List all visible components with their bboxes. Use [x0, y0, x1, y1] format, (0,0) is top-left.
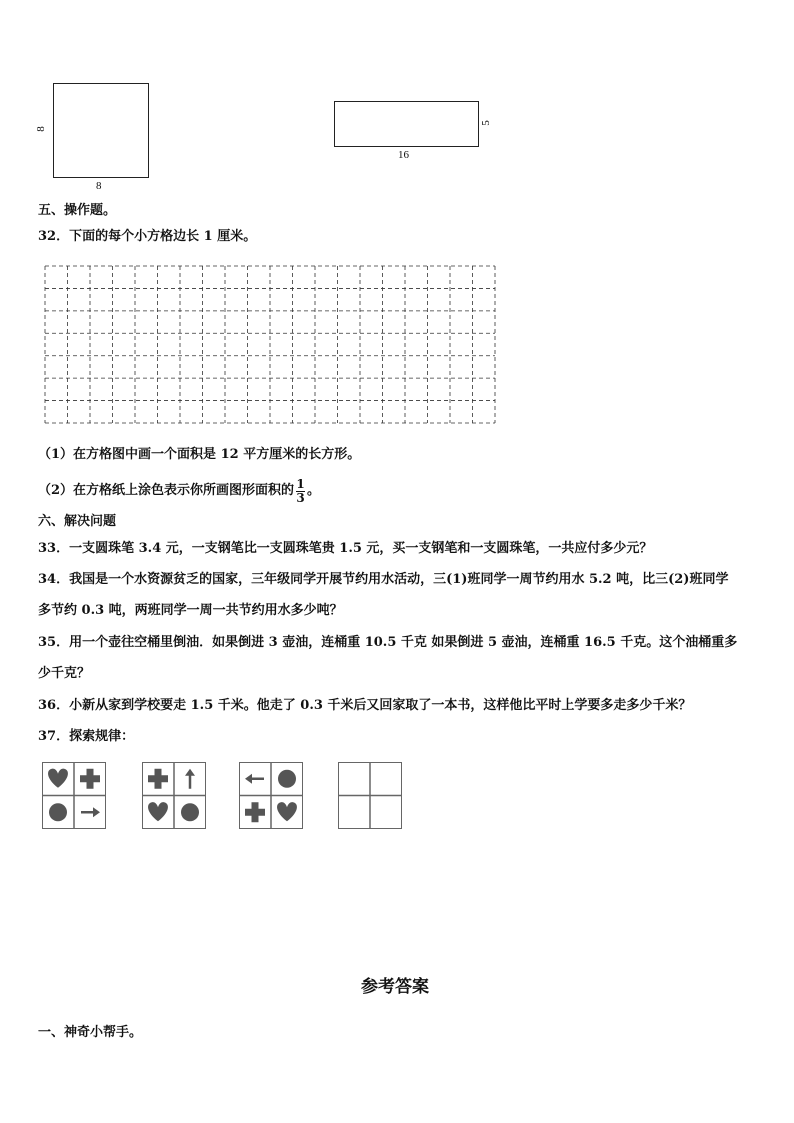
circle-icon: [181, 803, 199, 821]
fraction-denominator: 3: [296, 490, 305, 505]
heart-icon: [277, 802, 297, 821]
plus-icon: [80, 769, 100, 789]
q32-part2-prefix: （2）在方格纸上涂色表示你所画图形面积的: [38, 483, 295, 498]
answers-section1: 一、神奇小帮手。: [38, 1025, 143, 1040]
answers-title: 参考答案: [361, 977, 429, 997]
rectangle-bottom-label: 16: [398, 149, 409, 161]
q34-line2: 多节约 0.3 吨，两班同学一周一共节约用水多少吨？: [38, 603, 343, 618]
arrow-up-icon: [185, 769, 195, 789]
q33-text: 33．一支圆珠笔 3.4 元，一支钢笔比一支圆珠笔贵 1.5 元，买一支钢笔和一支圆珠笔，一共应付多少元？: [38, 541, 653, 556]
square-bottom-label: 8: [96, 180, 102, 192]
q32-text: 32．下面的每个小方格边长 1 厘米。: [38, 229, 257, 244]
plus-icon: [148, 769, 168, 789]
section6-heading: 六、解决问题: [38, 514, 117, 529]
section5-heading: 五、操作题。: [38, 203, 117, 218]
heart-icon: [48, 769, 68, 788]
q36-text: 36．小新从家到学校要走 1.5 千米。他走了 0.3 千米后又回家取了一本书，这样他比平时上学要多走多少千米？: [38, 698, 692, 713]
heart-icon: [148, 802, 168, 821]
q34-line1: 34．我国是一个水资源贫乏的国家，三年级同学开展节约用水活动，三(1)班同学一周节约用水 5.2 吨，比三(2)班同学: [38, 572, 729, 587]
rectangle-side-label: 5: [479, 120, 492, 126]
circle-icon: [278, 770, 296, 788]
q32-part2-suffix: 。: [307, 483, 321, 498]
plus-icon: [245, 802, 265, 822]
fraction-numerator: 1: [296, 476, 305, 491]
circle-icon: [49, 803, 67, 821]
arrow-left-icon: [245, 774, 264, 784]
q35-line2: 少千克？: [38, 666, 91, 681]
square-side-label: 8: [34, 126, 47, 132]
q32-part1: （1）在方格图中画一个面积是 12 平方厘米的长方形。: [38, 447, 361, 462]
arrow-right-icon: [81, 807, 100, 817]
q37-text: 37．探索规律：: [38, 729, 135, 744]
q35-line1: 35．用一个壶往空桶里倒油．如果倒进 3 壶油，连桶重 10.5 千克 如果倒进 5 壶油，连桶重 16.5 千克。这个油桶重多: [38, 635, 738, 650]
